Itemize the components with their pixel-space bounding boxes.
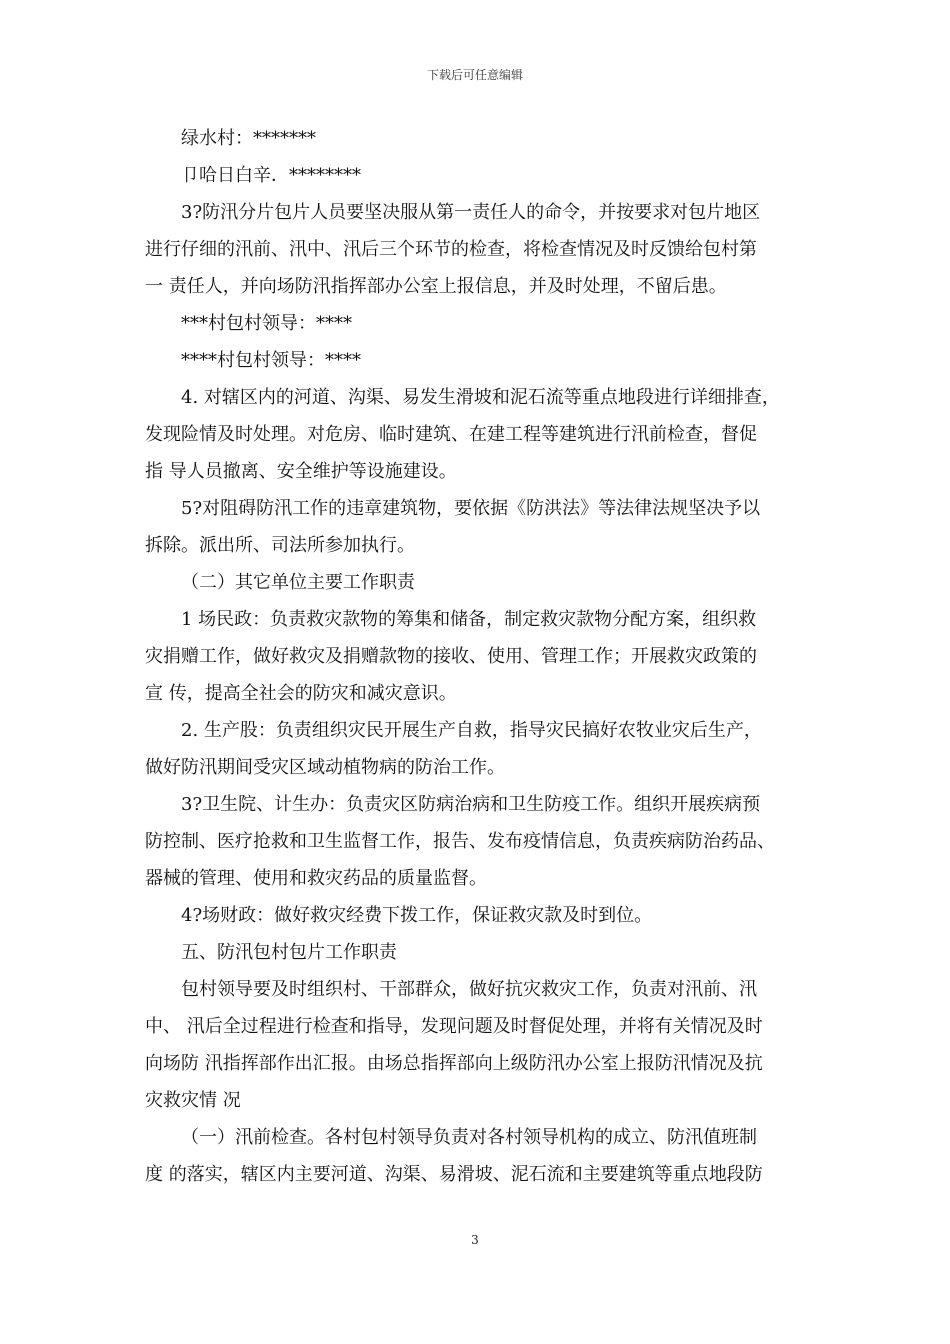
paragraph-line: 进行仔细的汛前、汛中、汛后三个环节的检查，将检查情况及时反馈给包村第 (145, 239, 757, 260)
paragraph-line: 3?卫生院、计生办：负责灾区防病治病和卫生防疫工作。组织开展疾病预 (181, 794, 761, 815)
paragraph-line: 度 的落实，辖区内主要河道、沟渠、易滑坡、泥石流和主要建筑等重点地段防 (145, 1164, 763, 1185)
document-body (145, 120, 825, 1193)
paragraph-line: 拆除。派出所、司法所参加执行。 (145, 535, 415, 556)
paragraph-line: 绿水村：******* (181, 128, 316, 149)
paragraph-line: 1 场民政：负责救灾款物的筹集和储备，制定救灾款物分配方案，组织救 (181, 609, 757, 630)
paragraph-line: 5?对阻碍防汛工作的违章建筑物，要依据《防洪法》等法律法规坚决予以 (181, 498, 761, 519)
paragraph-line: 中、 汛后全过程进行检查和指导，发现问题及时督促处理，并将有关情况及时 (145, 1016, 763, 1037)
paragraph-line: 包村领导要及时组织村、干部群众，做好抗灾救灾工作，负责对汛前、汛 (181, 979, 757, 1000)
paragraph-line: 发现险情及时处理。对危房、临时建筑、在建工程等建筑进行汛前检查，督促 (145, 424, 757, 445)
page-header: 下载后可任意编辑 (426, 68, 523, 82)
paragraph-line: 向场防 汛指挥部作出汇报。由场总指挥部向上级防汛办公室上报防汛情况及抗 (145, 1053, 763, 1074)
paragraph-line: 卩哈日白辛．******** (181, 165, 361, 186)
paragraph-line: 4. 对辖区内的河道、沟渠、易发生滑坡和泥石流等重点地段进行详细排查， (181, 387, 780, 408)
paragraph-line: 2. 生产股：负责组织灾民开展生产自救，指导灾民搞好农牧业灾后生产， (181, 720, 762, 741)
paragraph-line: 防控制、医疗抢救和卫生监督工作，报告、发布疫情信息，负责疾病防治药品、 (145, 831, 775, 852)
section-heading: 五、防汛包村包片工作职责 (181, 942, 397, 963)
paragraph-line: （一）汛前检查。各村包村领导负责对各村领导机构的成立、防汛值班制 (181, 1127, 757, 1148)
paragraph-line: ****村包村领导：**** (181, 350, 361, 371)
page-number: 3 (471, 1233, 479, 1247)
paragraph-line: 4?场财政：做好救灾经费下拨工作，保证救灾款及时到位。 (181, 905, 653, 926)
paragraph-line: 宣 传，提高全社会的防灾和减灾意识。 (145, 683, 457, 704)
paragraph-line: 一 责任人，并向场防汛指挥部办公室上报信息，并及时处理，不留后患。 (145, 276, 727, 297)
paragraph-line: 指 导人员撤离、安全维护等设施建设。 (145, 461, 457, 482)
paragraph-line: 灾捐赠工作，做好救灾及捐赠款物的接收、使用、管理工作；开展救灾政策的 (145, 646, 757, 667)
paragraph-line: ***村包村领导：**** (181, 313, 352, 334)
paragraph-line: 做好防汛期间受灾区域动植物病的防治工作。 (145, 757, 505, 778)
paragraph-line: 器械的管理、使用和救灾药品的质量监督。 (145, 868, 487, 889)
paragraph-line: 3?防汛分片包片人员要坚决服从第一责任人的命令，并按要求对包片地区 (181, 202, 761, 223)
paragraph-line: 灾救灾情 况 (145, 1090, 241, 1111)
section-heading: （二）其它单位主要工作职责 (181, 572, 415, 593)
